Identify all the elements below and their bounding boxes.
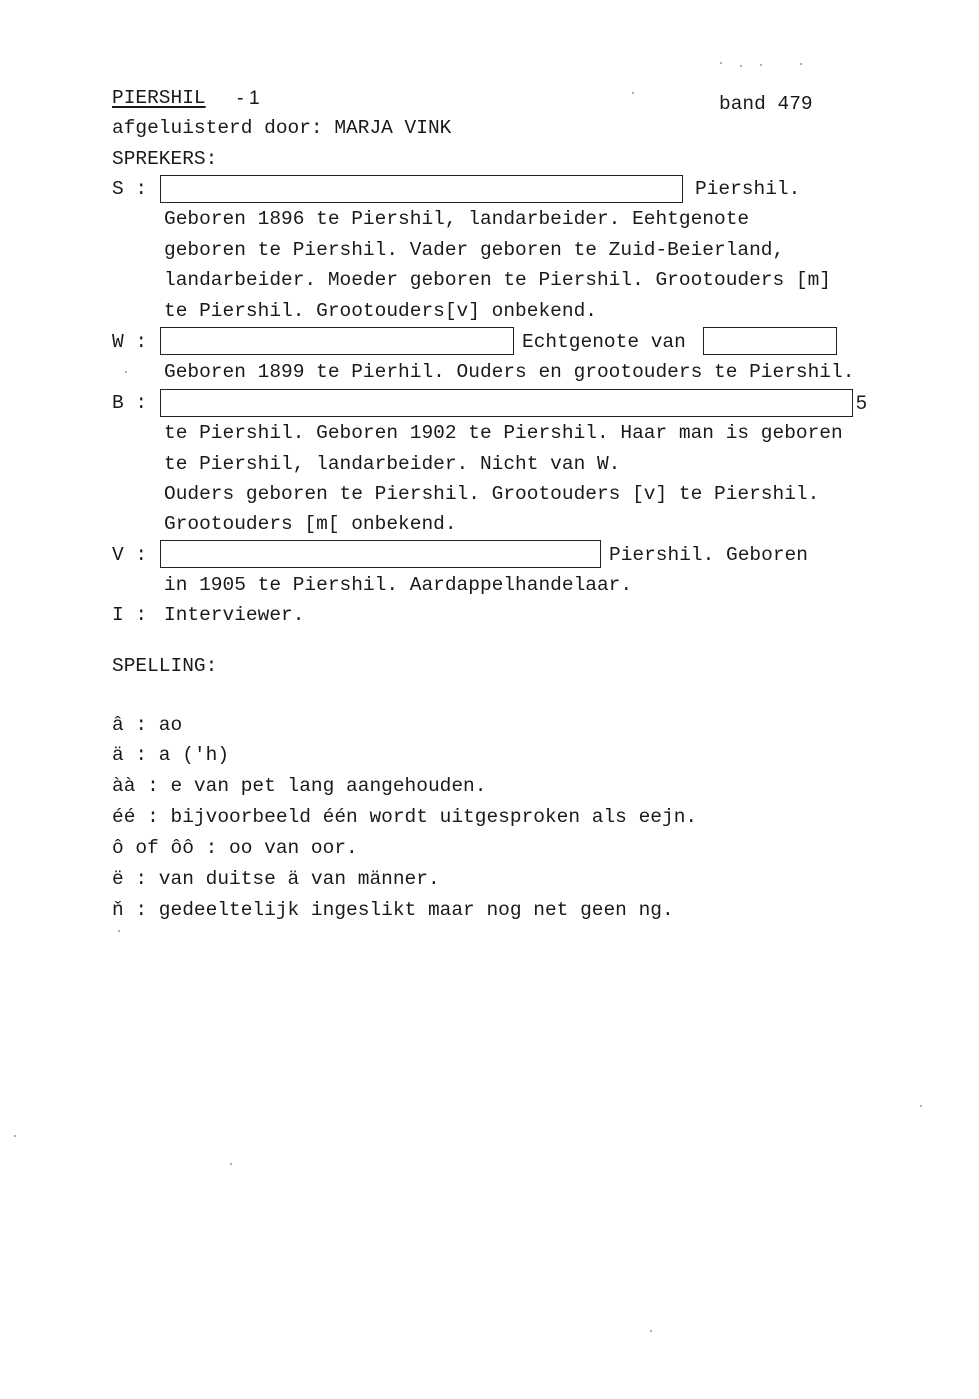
document-title: PIERSHIL [112,87,206,109]
speaker-v-place: Piershil. Geboren [609,544,808,566]
spelling-item: éé : bijvoorbeeld één wordt uitgesproken als eejn. [112,806,698,828]
speaker-s-label: S : [112,178,148,200]
scan-speck [920,1105,922,1107]
speaker-s-line-1: Geboren 1896 te Piershil, landarbeider. Eehtgenote [164,208,750,230]
speaker-b-box-suffix: 5 [856,392,867,414]
speaker-b-line-4: Grootouders [m[ onbekend. [164,513,457,535]
spelling-item: ô of ôô : oo van oor. [112,837,358,859]
speaker-w-label: W : [112,331,148,353]
listened-by: afgeluisterd door: MARJA VINK [112,117,452,139]
scan-speck [650,1330,652,1332]
scan-speck [230,1163,232,1165]
scan-speck [14,1135,16,1137]
speaker-s-line-3: landarbeider. Moeder geboren te Piershil. Grootouders [m] [164,269,832,291]
spelling-item: àà : e van pet lang aangehouden. [112,775,487,797]
redacted-spouse-box-w [703,327,837,355]
redacted-name-box-w [160,327,514,355]
speakers-heading: SPREKERS: [112,148,218,170]
document-title-suffix: - 1 [237,87,260,109]
speaker-v-line-1: in 1905 te Piershil. Aardappelhandelaar. [164,574,633,596]
spelling-item: â : ao [112,714,183,736]
scan-speck [740,65,742,67]
scan-speck [125,371,127,373]
spelling-item: ë : van duitse ä van männer. [112,868,440,890]
spelling-item: ň : gedeeltelijk ingeslikt maar nog net geen ng. [112,899,674,921]
redacted-name-box-s [160,175,683,203]
speaker-s-line-2: geboren te Piershil. Vader geboren te Zuid-Beierland, [164,239,785,261]
scan-speck [760,64,762,66]
spelling-heading: SPELLING: [112,655,218,677]
speaker-b-label: B : [112,392,148,414]
scan-speck [632,92,634,94]
redacted-name-box-v [160,540,601,568]
redacted-name-box-b [160,389,853,417]
scan-speck [720,62,722,64]
spelling-item: ä : a ('h) [112,744,230,766]
speaker-s-place: Piershil. [695,178,801,200]
speaker-w-spouse-of: Echtgenote van [522,331,686,353]
band-number: band 479 [719,93,813,115]
speaker-s-line-4: te Piershil. Grootouders[v] onbekend. [164,300,597,322]
speaker-w-line-1: Geboren 1899 te Pierhil. Ouders en grootouders te Piershil. [164,361,855,383]
speaker-i-text: Interviewer. [164,604,305,626]
speaker-b-line-3: Ouders geboren te Piershil. Grootouders [v] te Piershil. [164,483,820,505]
speaker-v-label: V : [112,544,148,566]
scan-speck [118,930,120,932]
scan-speck [800,63,802,65]
speaker-b-line-1: te Piershil. Geboren 1902 te Piershil. Haar man is geboren [164,422,843,444]
speaker-b-line-2: te Piershil, landarbeider. Nicht van W. [164,453,621,475]
speaker-i-label: I : [112,604,148,626]
